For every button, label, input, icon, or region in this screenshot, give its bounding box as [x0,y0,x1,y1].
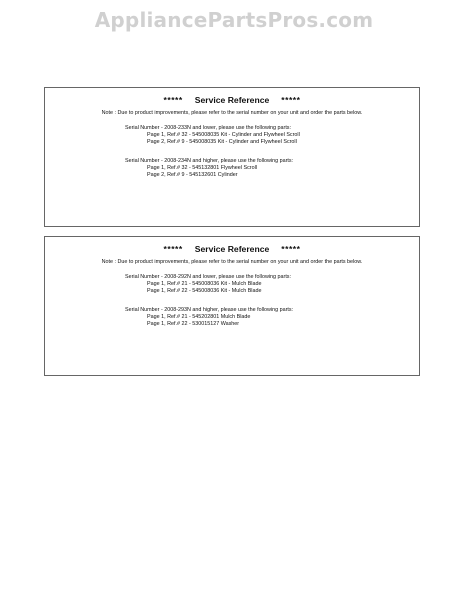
watermark: AppliancePartsPros.com [94,8,374,32]
part-line: Page 1, Ref.# 32 - 545008035 Kit - Cylinder and Flywheel Scroll [147,132,300,138]
serial-group-lower [45,274,419,294]
part-line: Page 1, Ref.# 21 - 545202801 Mulch Blade [147,314,251,320]
heading-stars-left: ***** [163,95,183,105]
service-reference-box-2 [44,236,420,376]
heading-stars-left: ***** [163,244,183,254]
serial-intro: Serial Number - 2008-292N and lower, please use the following parts: [125,274,292,280]
serial-intro: Serial Number - 2008-233N and lower, please use the following parts: [125,125,292,131]
heading-title: Service Reference [194,244,270,254]
part-line: Page 2, Ref.# 9 - 545008035 Kit - Cylinder and Flywheel Scroll [147,139,297,145]
part-line: Page 2, Ref.# 9 - 545132601 Cylinder [147,172,238,178]
serial-group-higher [45,158,419,178]
part-line: Page 1, Ref.# 21 - 545008036 Kit - Mulch Blade [147,281,262,287]
service-reference-heading [45,95,419,105]
serial-group-lower [45,125,419,145]
service-reference-heading [45,244,419,254]
serial-group-higher [45,307,419,327]
serial-intro: Serial Number - 2008-293N and higher, please use the following parts: [125,307,294,313]
heading-title: Service Reference [194,95,270,105]
note-text: Note : Due to product improvements, please refer to the serial number on your unit and order the parts below. [101,110,363,116]
note-text: Note : Due to product improvements, please refer to the serial number on your unit and order the parts below. [101,259,363,265]
heading-stars-right: ***** [281,244,301,254]
serial-intro: Serial Number - 2008-234N and higher, please use the following parts: [125,158,294,164]
service-reference-box-1 [44,87,420,227]
part-line: Page 1, Ref.# 22 - 545008036 Kit - Mulch Blade [147,288,262,294]
part-line: Page 1, Ref.# 22 - 530015127 Washer [147,321,240,327]
heading-stars-right: ***** [281,95,301,105]
part-line: Page 1, Ref.# 32 - 545132801 Flywheel Scroll [147,165,257,171]
